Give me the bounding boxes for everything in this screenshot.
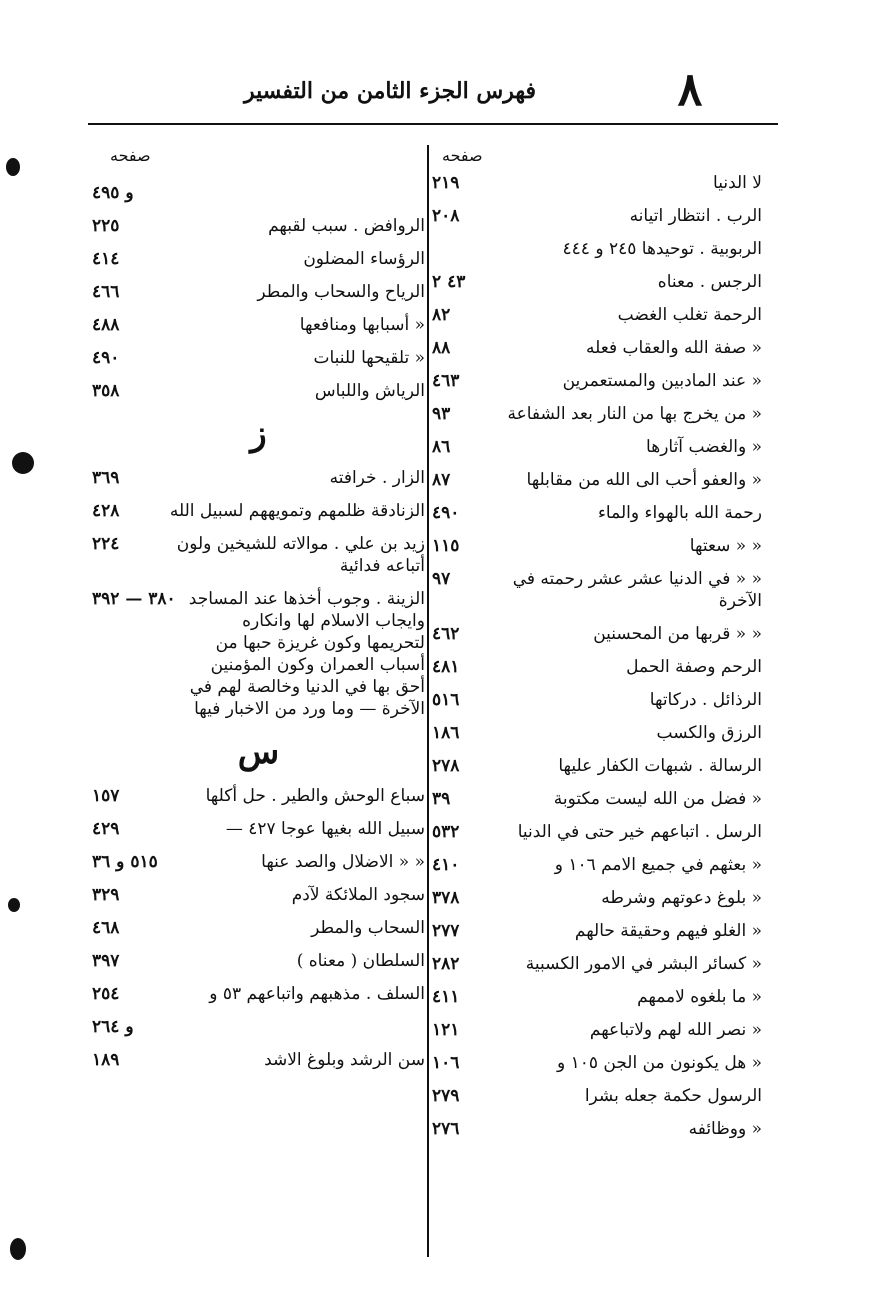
index-entry (432, 364, 762, 397)
entry-page: ٥١٥ و ٣٦ (92, 852, 158, 872)
entry-term: سن الرشد وبلوغ الاشد (264, 1050, 425, 1070)
index-entry (92, 176, 425, 209)
entry-term: « عند المادبين والمستعمرين (562, 371, 762, 391)
left-index-column (92, 176, 425, 1076)
entry-page: ٣٧٨ (432, 888, 460, 908)
index-entry (432, 562, 762, 617)
left-column-page-label: صفحه (110, 146, 151, 165)
index-entry (92, 812, 425, 845)
entry-term: « نصر الله لهم ولاتباعهم (589, 1020, 762, 1040)
entry-term: السلطان ( معناه ) (296, 951, 425, 971)
entry-page: ٩٣ (432, 404, 451, 424)
entry-term: « ما بلغوه لاممهم (637, 987, 762, 1007)
entry-term: السحاب والمطر (311, 918, 425, 938)
page-title: فهرس الجزء الثامن من التفسير (244, 78, 536, 104)
entry-term: الرحمة تغلب الغضب (617, 305, 762, 325)
index-entry (432, 683, 762, 716)
entry-page: ٢٥٤ (92, 984, 120, 1004)
index-entry (92, 845, 425, 878)
entry-page: ٤٣ ٢ (432, 272, 466, 292)
entry-term: « « الاضلال والصد عنها (261, 852, 425, 872)
index-entry (432, 1013, 762, 1046)
entry-term: « هل يكونون من الجن ١٠٥ و (556, 1053, 762, 1073)
entry-page: ٥١٦ (432, 690, 460, 710)
index-entry (432, 1079, 762, 1112)
index-entry (92, 1010, 425, 1043)
index-entry (432, 232, 762, 265)
entry-page: ٣٥٨ (92, 381, 120, 401)
entry-term: الرياش واللباس (314, 381, 425, 401)
page-number: ٨ (677, 62, 703, 116)
entry-term: الرذائل . دركاتها (649, 690, 762, 710)
entry-page: ٤٩٠ (92, 348, 120, 368)
index-entry (432, 331, 762, 364)
index-entry (432, 166, 762, 199)
entry-page: ٢٧٩ (432, 1086, 460, 1106)
entry-term: « صفة الله والعقاب فعله (586, 338, 762, 358)
entry-page: ٤١١ (432, 987, 460, 1007)
entry-page: ٨٨ (432, 338, 451, 358)
entry-page: ٤٨٨ (92, 315, 120, 335)
entry-term: رحمة الله بالهواء والماء (597, 503, 762, 523)
entry-page: ١٨٩ (92, 1050, 120, 1070)
entry-term: الربوبية . توحيدها ٢٤٥ و ٤٤٤ (562, 239, 762, 259)
index-entry (432, 815, 762, 848)
entry-page: ٣٢٩ (92, 885, 120, 905)
scan-spot (10, 1238, 26, 1260)
header-rule (88, 123, 778, 125)
index-entry (92, 1043, 425, 1076)
index-entry (92, 582, 425, 725)
index-entry (92, 341, 425, 374)
entry-page: ١٢١ (432, 1020, 460, 1040)
index-entry (92, 977, 425, 1010)
index-entry (92, 308, 425, 341)
index-entry (432, 397, 762, 430)
entry-page: ٤٦٨ (92, 918, 120, 938)
right-index-column (432, 166, 762, 1145)
entry-page: ٤٩٠ (432, 503, 460, 523)
index-entry (432, 947, 762, 980)
index-entry (92, 911, 425, 944)
entry-term: الزار . خرافته (329, 468, 425, 488)
entry-page: ٣٨٠ — ٣٩٢ (92, 589, 176, 609)
index-entry (432, 1046, 762, 1079)
index-entry (432, 716, 762, 749)
entry-page: ٤٢٨ (92, 501, 120, 521)
entry-page: ٢٧٨ (432, 756, 460, 776)
index-entry (432, 848, 762, 881)
entry-term: « من يخرج بها من النار بعد الشفاعة (507, 404, 762, 424)
entry-term: سباع الوحش والطير . حل أكلها (205, 786, 425, 806)
entry-term: « ووظائفه (688, 1119, 762, 1139)
entry-page: ٢٧٧ (432, 921, 460, 941)
index-entry (92, 527, 425, 582)
entry-page: ٨٧ (432, 470, 451, 490)
scan-spot (6, 158, 20, 176)
entry-term: سجود الملائكة لآدم (291, 885, 425, 905)
entry-term: « أسبابها ومنافعها (299, 315, 425, 335)
entry-term: لا الدنيا (713, 173, 762, 193)
index-entry (432, 749, 762, 782)
entry-page: ٣٩ (432, 789, 451, 809)
index-entry (432, 980, 762, 1013)
index-entry (432, 782, 762, 815)
entry-page: ٤١٠ (432, 855, 460, 875)
entry-page: ٨٦ (432, 437, 451, 457)
entry-term: الرحم وصفة الحمل (626, 657, 762, 677)
entry-term: « والعفو أحب الى الله من مقابلها (526, 470, 762, 490)
entry-page: ٢٢٤ (92, 534, 120, 554)
entry-term: « والغضب آثارها (646, 437, 762, 457)
entry-term: الرزق والكسب (656, 723, 762, 743)
entry-page: ١٥٧ (92, 786, 120, 806)
entry-term: الرسول حكمة جعله بشرا (584, 1086, 762, 1106)
entry-term: « فضل من الله ليست مكتوبة (553, 789, 762, 809)
entry-page: ١٠٦ (432, 1053, 460, 1073)
entry-page: ٤٦٦ (92, 282, 120, 302)
entry-term: « « قربها من المحسنين (593, 624, 762, 644)
entry-term: « بعثهم في جميع الامم ١٠٦ و (554, 855, 762, 875)
entry-page: ٤٨١ (432, 657, 460, 677)
letter-heading-z: ز (250, 414, 267, 454)
scan-spot (8, 898, 20, 912)
entry-page: ٥٣٢ (432, 822, 460, 842)
entry-page: ٣٩٧ (92, 951, 120, 971)
entry-term: الروافض . سبب لقبهم (268, 216, 425, 236)
index-entry (432, 265, 762, 298)
entry-term: الرؤساء المضلون (303, 249, 425, 269)
entry-page: ٤٢٩ (92, 819, 120, 839)
index-entry (432, 617, 762, 650)
entry-page: ٣٦٩ (92, 468, 120, 488)
entry-page: ١١٥ (432, 536, 460, 556)
index-entry (432, 881, 762, 914)
entry-page: ٢٠٨ (432, 206, 460, 226)
entry-term: سبيل الله بغيها عوجا ٤٢٧ — (225, 819, 425, 839)
index-entry (432, 1112, 762, 1145)
entry-term: الرب . انتظار اتيانه (629, 206, 762, 226)
index-entry (92, 209, 425, 242)
entry-term: « « في الدنيا عشر عشر رحمته في الآخرة (512, 569, 762, 611)
index-entry (92, 494, 425, 527)
entry-page: ٤٦٣ (432, 371, 460, 391)
index-entry (92, 242, 425, 275)
entry-page: ٢٨٢ (432, 954, 460, 974)
entry-term: زيد بن علي . موالاته للشيخين ولون أتباعه فدائية (176, 534, 425, 576)
index-entry (92, 779, 425, 812)
entry-term: الرياح والسحاب والمطر (257, 282, 425, 302)
index-entry (92, 944, 425, 977)
column-divider (427, 145, 429, 1257)
index-entry (92, 878, 425, 911)
index-entry (432, 914, 762, 947)
index-entry (92, 374, 425, 407)
entry-term: الرسالة . شبهات الكفار عليها (558, 756, 762, 776)
entry-term: « « سعتها (689, 536, 762, 556)
entry-page: ٩٧ (432, 569, 451, 589)
index-entry (432, 496, 762, 529)
entry-page: ٢٢٥ (92, 216, 120, 236)
entry-term: الرسل . اتباعهم خير حتى في الدنيا (517, 822, 762, 842)
entry-term: الزنادقة ظلمهم وتمويههم لسبيل الله (169, 501, 425, 521)
index-entry (432, 463, 762, 496)
entry-page: و ٢٦٤ (92, 1017, 134, 1037)
entry-page: ٨٢ (432, 305, 451, 325)
entry-page: ٢١٩ (432, 173, 460, 193)
index-entry (92, 461, 425, 494)
letter-heading-s: س (237, 732, 280, 772)
entry-term: « تلقيحها للنبات (313, 348, 425, 368)
entry-term: « الغلو فيهم وحقيقة حالهم (574, 921, 762, 941)
index-entry (92, 275, 425, 308)
index-entry (432, 529, 762, 562)
entry-page: ١٨٦ (432, 723, 460, 743)
entry-page: ٢٧٦ (432, 1119, 460, 1139)
entry-term: « كسائر البشر في الامور الكسبية (525, 954, 762, 974)
entry-page: ٤٦٢ (432, 624, 460, 644)
index-entry (432, 650, 762, 683)
entry-term: الرجس . معناه (657, 272, 762, 292)
entry-page: و ٤٩٥ (92, 183, 134, 203)
index-entry (432, 430, 762, 463)
entry-term: السلف . مذهبهم واتباعهم ٥٣ و (209, 984, 425, 1004)
right-column-page-label: صفحه (442, 146, 483, 165)
index-entry (432, 298, 762, 331)
entry-page: ٤١٤ (92, 249, 120, 269)
scan-spot (12, 452, 34, 474)
index-entry (432, 199, 762, 232)
entry-term: « بلوغ دعوتهم وشرطه (601, 888, 762, 908)
entry-term: الزينة . وجوب أخذها عند المساجد وايجاب الاسلام لها وانكاره لتحريمها وكون غريزة حبها من أسباب العمران وكون المؤمنين أحق بها في الدنيا وخالصة لهم في الآخرة — وما ورد من الاخبار فيها (188, 589, 425, 719)
